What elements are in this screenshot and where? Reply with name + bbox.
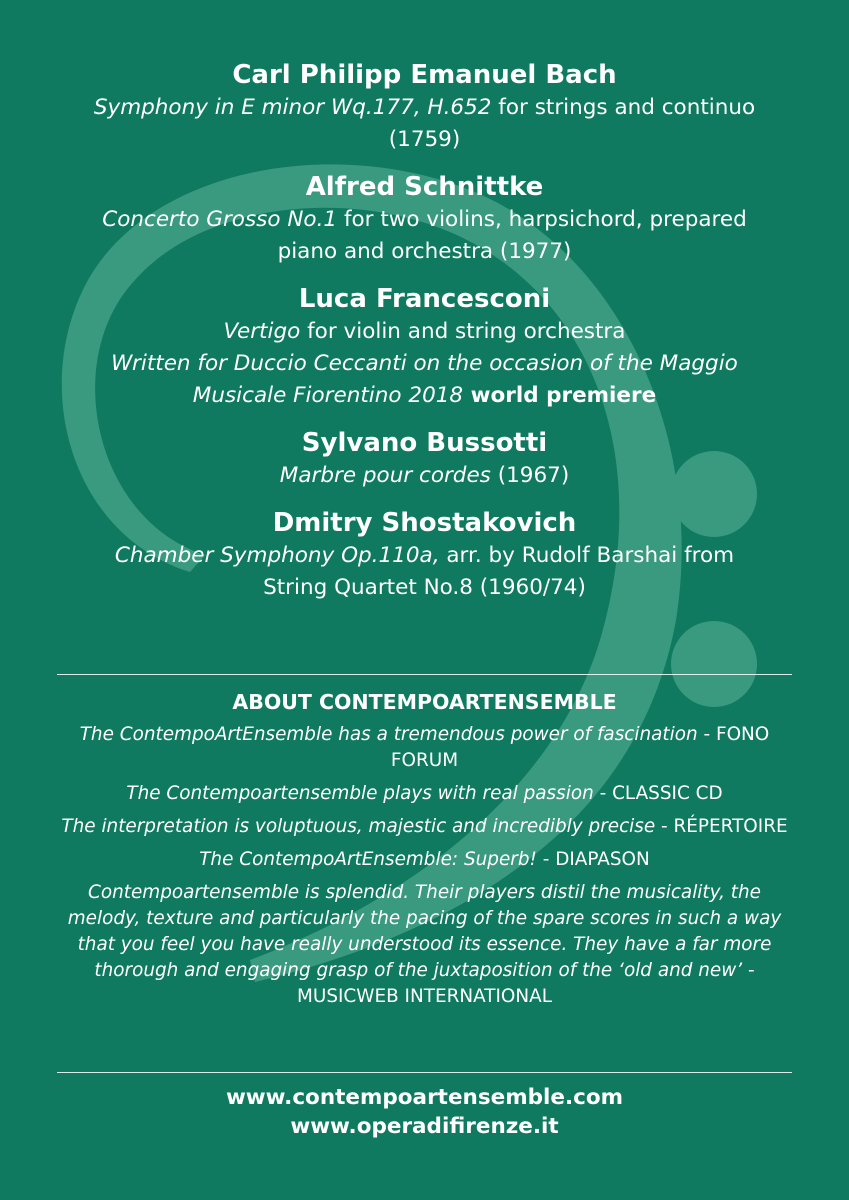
quote-text: Contempoartensemble is splendid. Their players distil the musicality, the melody, texture and particularly the pacing of the spare scores in such a way that you feel you have really understood its essence. They have a far more thorough and engaging grasp of the juxtaposition of the ‘old and new’ [67, 882, 782, 981]
work-line-2: (1759) [388, 127, 461, 152]
press-quote [55, 847, 794, 873]
program-item [40, 170, 809, 268]
program-list [40, 58, 809, 618]
about-title: ABOUT CONTEMPOARTENSEMBLE [232, 690, 617, 714]
footer [40, 1083, 809, 1141]
quote-text: The interpretation is voluptuous, majestic and incredibly precise [61, 816, 656, 837]
work-title: Vertigo [223, 319, 301, 344]
quote-text: The ContempoArtEnsemble has a tremendous power of fascination [79, 724, 698, 745]
quote-source: - MUSICWEB INTERNATIONAL [297, 960, 755, 1007]
work-line [40, 316, 809, 348]
composer-name: Dmitry Shostakovich [272, 508, 577, 538]
quote-source: - RÉPERTOIRE [655, 816, 788, 837]
work-note-line: Musicale Fiorentino 2018 [192, 383, 464, 408]
work-line-2: String Quartet No.8 (1960/74) [263, 575, 586, 600]
quote-text: The ContempoArtEnsemble: Superb! [199, 849, 537, 870]
work-title: Marbre pour cordes [279, 463, 491, 488]
composer-name: Carl Philipp Emanuel Bach [232, 60, 617, 90]
divider [57, 1072, 792, 1073]
work-line [40, 92, 809, 124]
work-note-line: Written for Duccio Ceccanti on the occasion of the Maggio [111, 351, 738, 376]
work-line-2: piano and orchestra (1977) [277, 239, 572, 264]
about-section [55, 686, 794, 1017]
premiere-label: world premiere [463, 383, 657, 408]
work-detail: arr. by Rudolf Barshai from [439, 543, 735, 568]
work-line [40, 460, 809, 492]
work-detail: (1967) [490, 463, 570, 488]
website-link[interactable]: www.contempoartensemble.com [225, 1085, 624, 1110]
work-title: Chamber Symphony Op.110a, [114, 543, 440, 568]
quote-source: - DIAPASON [536, 849, 650, 870]
press-quote [55, 722, 794, 774]
quote-source: - CLASSIC CD [593, 783, 723, 804]
work-note [40, 380, 809, 412]
work-title: Concerto Grosso No.1 [102, 207, 338, 232]
quote-text: The Contempoartensemble plays with real passion [126, 783, 594, 804]
program-item [40, 58, 809, 156]
program-item [40, 282, 809, 412]
press-quote [55, 880, 794, 1010]
website-link[interactable]: www.operadifirenze.it [290, 1114, 559, 1139]
press-quote [55, 781, 794, 807]
work-note [40, 348, 809, 380]
work-detail: for two violins, harpsichord, prepared [337, 207, 747, 232]
work-line [40, 204, 809, 236]
composer-name: Sylvano Bussotti [301, 428, 548, 458]
work-detail: for strings and continuo [491, 95, 756, 120]
press-quote [55, 814, 794, 840]
work-title: Symphony in E minor Wq.177, H.652 [93, 95, 492, 120]
program-item [40, 426, 809, 492]
work-line [40, 540, 809, 572]
composer-name: Luca Francesconi [298, 284, 551, 314]
work-detail: for violin and string orchestra [300, 319, 626, 344]
quote-source: - FONO FORUM [390, 724, 770, 771]
program-item [40, 506, 809, 604]
divider [57, 674, 792, 675]
composer-name: Alfred Schnittke [305, 172, 544, 202]
